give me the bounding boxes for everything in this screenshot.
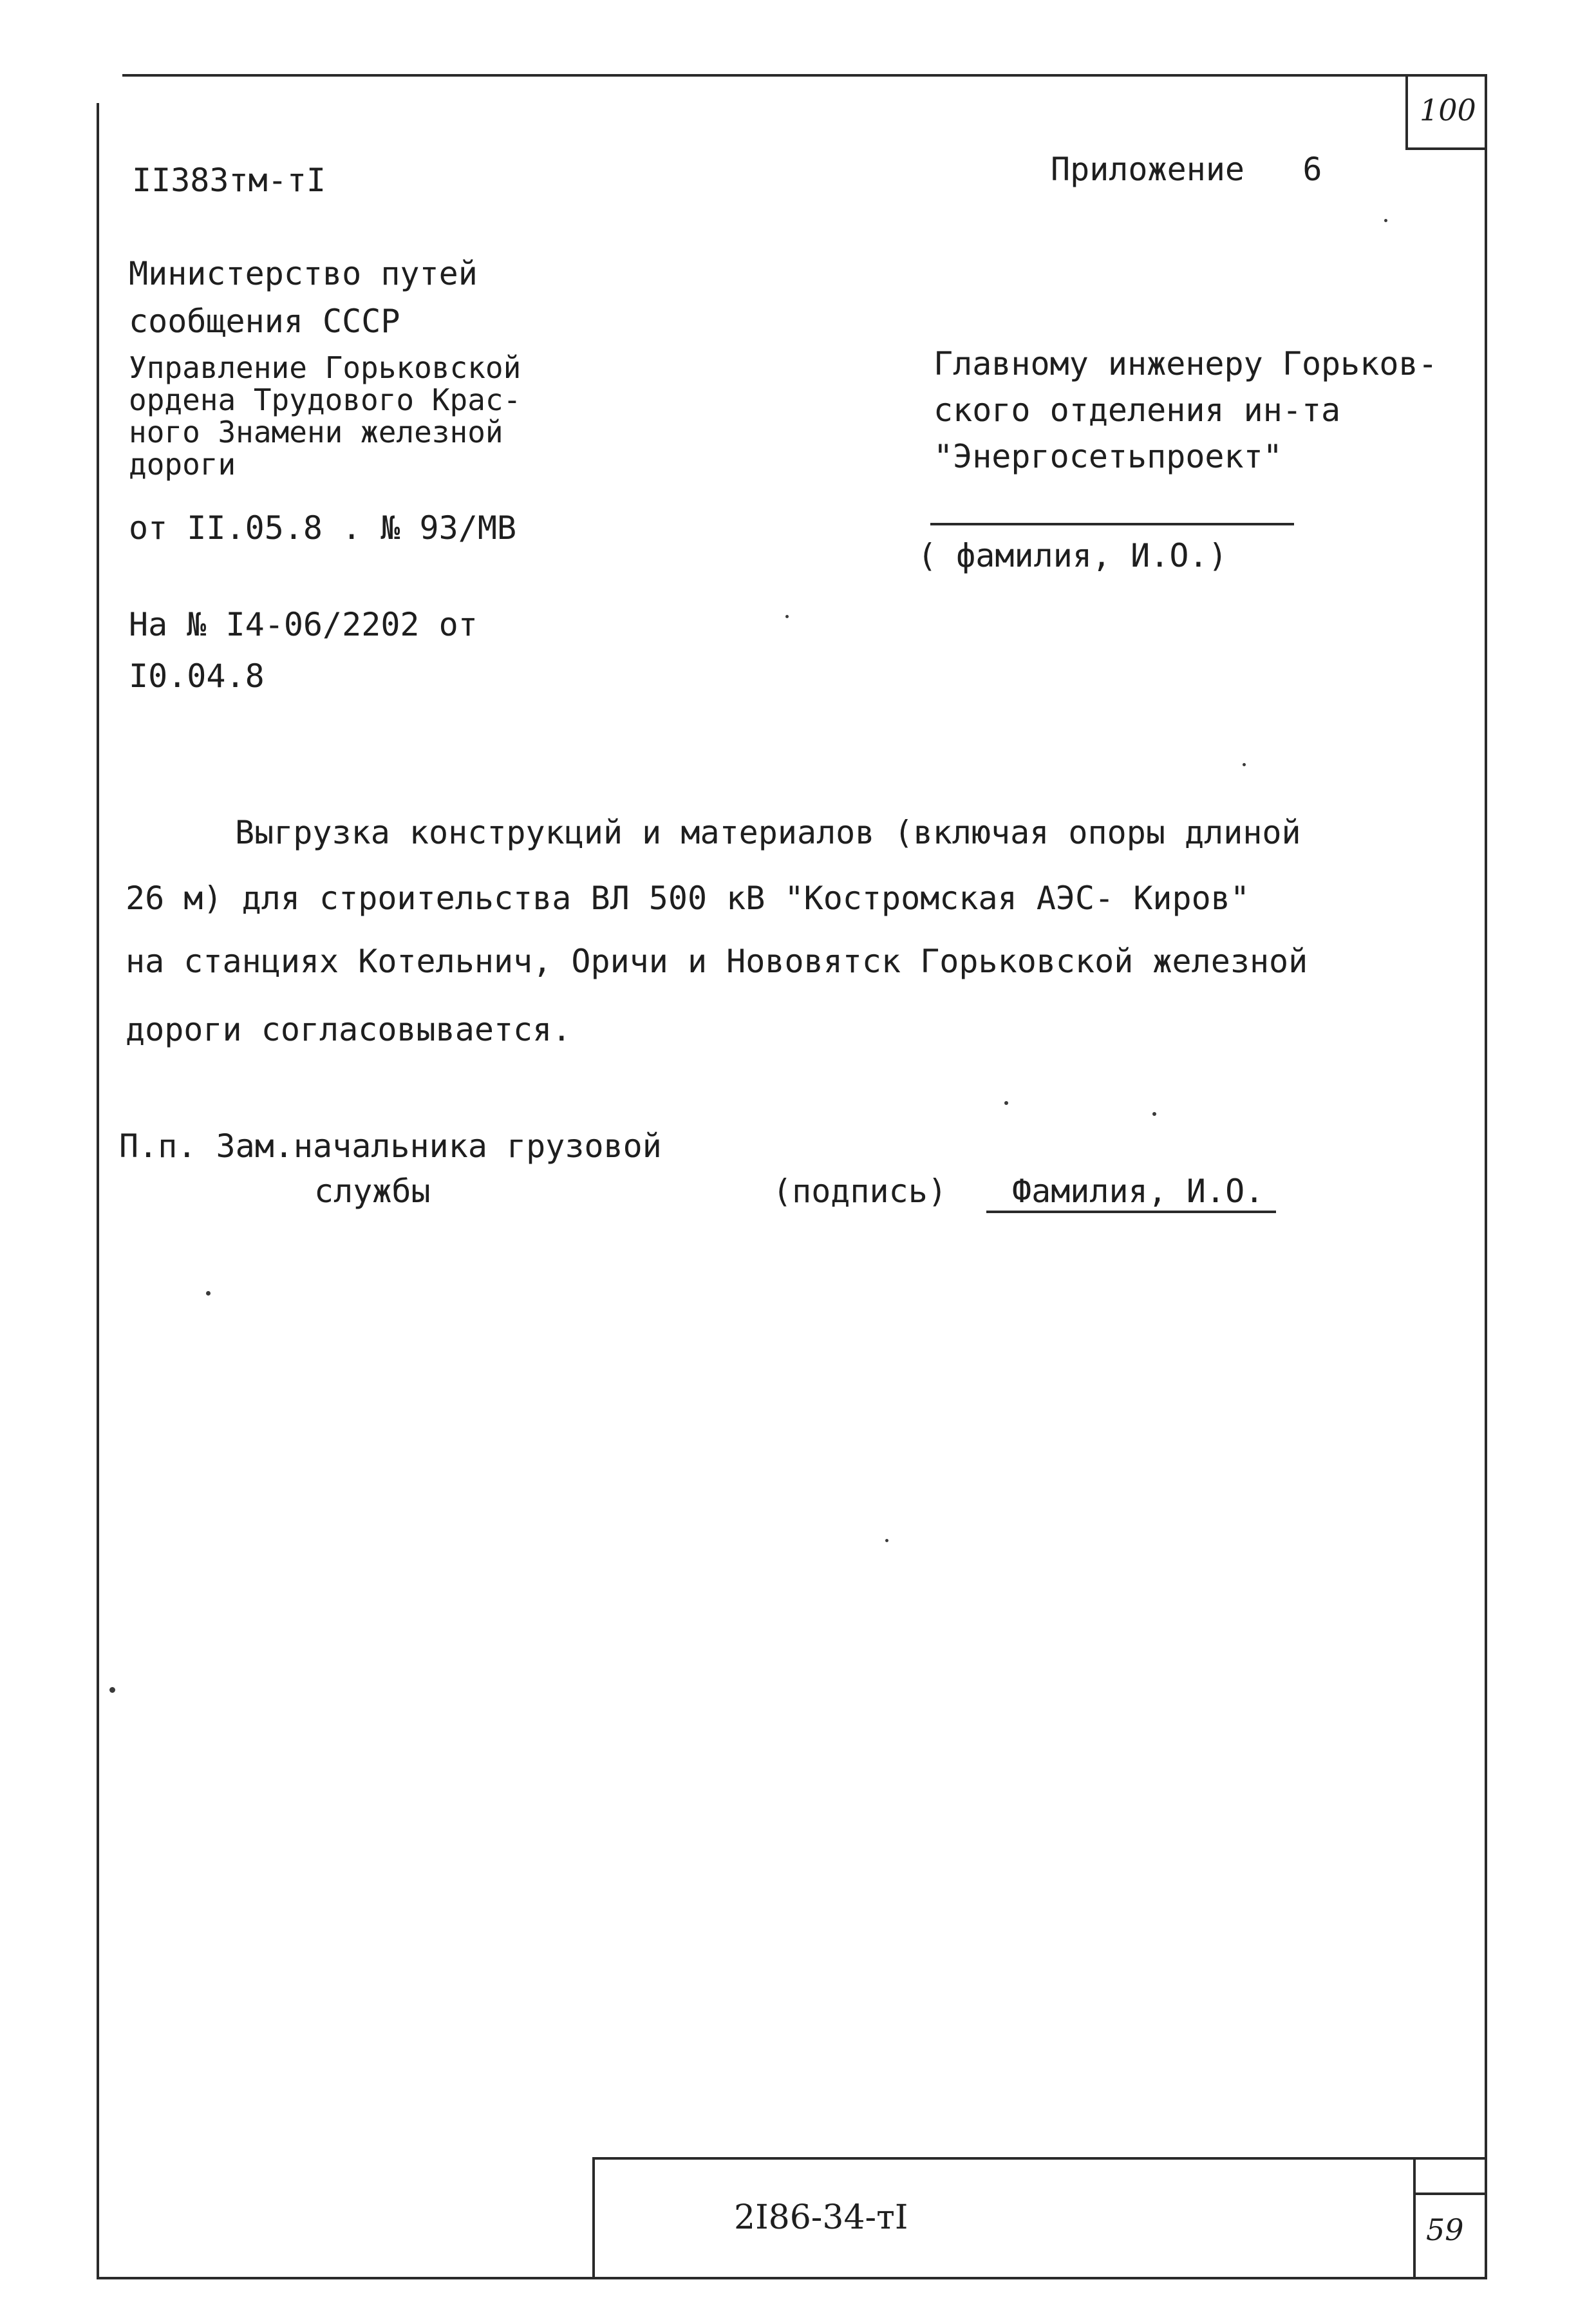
frame-bottom-border (97, 2277, 1487, 2279)
scan-speck (785, 615, 789, 618)
scan-speck (1004, 1101, 1008, 1105)
body-line: Выгрузка конструкций и материалов (включая опоры длиной (235, 814, 1301, 851)
stamp-page-number: 59 (1426, 2212, 1464, 2247)
recipient-line: ского отделения ин-та (934, 391, 1341, 429)
doc-code: II383тм-тI (132, 162, 326, 199)
stamp-code: 2I86-34-тI (734, 2198, 908, 2237)
sender-date-number: от II.05.8 . № 93/МВ (129, 509, 517, 547)
scan-speck (109, 1687, 115, 1693)
sender-line: дороги (129, 447, 236, 482)
scan-speck (1243, 763, 1246, 766)
recipient-line: Главному инженеру Горьков- (934, 345, 1438, 382)
frame-right-border (1485, 74, 1487, 2279)
appendix-label: Приложение 6 (1051, 151, 1322, 188)
signatory-name: Фамилия, И.О. (1012, 1173, 1264, 1210)
sender-line: Управление Горьковской (129, 350, 521, 385)
body-line: на станциях Котельнич, Оричи и Нововятск Горьковской железной (126, 943, 1308, 980)
signatory-title: П.п. Зам.начальника грузовой (119, 1127, 662, 1165)
signature-label: (подпись) (773, 1173, 947, 1210)
sender-line: сообщения СССР (129, 303, 400, 340)
scan-speck (1152, 1112, 1156, 1116)
sender-line: Министерство путей (129, 255, 478, 292)
signatory-title: службы (314, 1173, 431, 1210)
recipient-name-placeholder: ( фамилия, И.О.) (917, 537, 1228, 574)
stamp-page-top-border (1413, 2193, 1487, 2195)
frame-left-border (97, 103, 99, 2279)
stamp-divider (1413, 2157, 1416, 2279)
scan-speck (1384, 219, 1387, 222)
sender-line: ного Знамени железной (129, 415, 503, 449)
stamp-left-border (592, 2157, 595, 2279)
recipient-line: "Энергосетьпроект" (934, 438, 1282, 475)
body-line: дороги согласовывается. (126, 1011, 572, 1048)
body-line: 26 м) для строительства ВЛ 500 кВ "Костромская АЭС- Киров" (126, 880, 1250, 917)
frame-top-border (122, 74, 1487, 77)
reference-line: На № I4-06/2202 от (129, 606, 478, 643)
recipient-name-underline (930, 523, 1294, 525)
reference-line: I0.04.8 (129, 657, 265, 695)
sheet-number: 100 (1420, 93, 1476, 127)
scan-speck (885, 1539, 888, 1542)
stamp-top-border (592, 2157, 1487, 2160)
signatory-name-underline (986, 1211, 1276, 1213)
scan-speck (206, 1291, 211, 1296)
sender-line: ордена Трудового Крас- (129, 382, 521, 417)
